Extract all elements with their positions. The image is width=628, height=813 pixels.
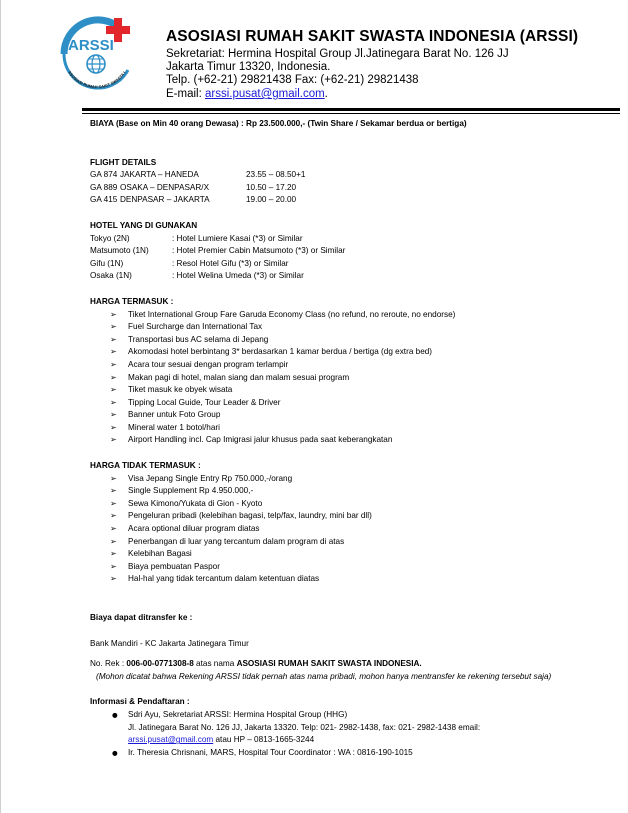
flight-row <box>90 194 570 207</box>
excluded-heading: HARGA TIDAK TERMASUK : <box>90 461 201 471</box>
letterhead <box>0 0 628 108</box>
hotel-name: : Hotel Premier Cabin Matsumoto (*3) or Similar <box>172 246 346 256</box>
flight-row <box>90 169 570 182</box>
account-name: ASOSIASI RUMAH SAKIT SWASTA INDONESIA. <box>236 659 422 669</box>
bank-name: Bank Mandiri - KC Jakarta Jatinegara Timur <box>90 638 249 648</box>
contact1-email-line <box>128 734 570 747</box>
contact-list <box>90 709 570 759</box>
flight-heading: FLIGHT DETAILS <box>90 157 157 167</box>
flight-route: OSAKA – DENPASAR/X <box>120 182 210 192</box>
transfer-heading: Biaya dapat ditransfer ke : <box>90 613 193 622</box>
flight-time: 19.00 – 20.00 <box>246 195 297 205</box>
logo-text: ARSSI <box>68 37 114 54</box>
flight-route: DENPASAR – JAKARTA <box>120 195 210 205</box>
flight-route: JAKARTA – HANEDA <box>120 170 199 180</box>
list-item: ➢ Sewa Kimono/Yukata di Gion - Kyoto <box>110 498 570 511</box>
flight-row <box>90 182 570 195</box>
hotel-heading: HOTEL YANG DI GUNAKAN <box>90 220 198 230</box>
secretariat-address: Sekretariat: Hermina Hospital Group Jl.Jatinegara Barat No. 126 JJ <box>166 48 509 60</box>
hotel-row <box>90 245 570 258</box>
contact1-email-link[interactable]: arssi.pusat@gmail.com <box>128 735 214 745</box>
list-item: ➢ Tiket International Group Fare Garuda Economy Class (no refund, no reroute, no endorse) <box>110 309 570 322</box>
list-item: ➢ Makan pagi di hotel, malan siang dan malam sesuai program <box>110 372 570 385</box>
list-item: ➢ Kelebihan Bagasi <box>110 548 570 561</box>
flight-code: GA 874 <box>90 170 118 180</box>
account-line <box>90 658 570 671</box>
account-number: 006-00-0771308-8 <box>126 659 194 669</box>
logo-caption: ASOSIASI RUMAH SAKIT SWASTA I <box>67 69 127 90</box>
hotel-city: Osaka (1N) <box>90 271 132 281</box>
contact1-hp: atau HP – 0813-1665-3244 <box>213 735 315 745</box>
header-rule-thin <box>82 113 620 114</box>
list-item: ➢ Mineral water 1 botol/hari <box>110 422 570 435</box>
list-item: ➢ Biaya pembuatan Paspor <box>110 561 570 574</box>
list-item: ➢ Visa Jepang Single Entry Rp 750.000,-/orang <box>110 473 570 486</box>
excluded-list <box>90 473 570 586</box>
flight-code: GA 415 <box>90 195 118 205</box>
city-line: Jakarta Timur 13320, Indonesia. <box>166 61 331 73</box>
hotel-table <box>90 233 570 283</box>
list-item: ➢ Airport Handling incl. Cap Imigrasi jalur khusus pada saat keberangkatan <box>110 434 570 447</box>
hotel-row <box>90 258 570 271</box>
list-item: ➢ Tiket masuk ke obyek wisata <box>110 384 570 397</box>
account-prefix: No. Rek : <box>90 659 127 669</box>
hotel-row <box>90 270 570 283</box>
list-item: ➢ Transportasi bus AC selama di Jepang <box>110 334 570 347</box>
hotel-city: Matsumoto (1N) <box>90 246 149 256</box>
flight-table <box>90 169 570 207</box>
hotel-name: : Hotel Lumiere Kasai (*3) or Similar <box>172 233 303 243</box>
email-label: E-mail: <box>166 88 202 100</box>
email-line <box>166 87 328 101</box>
list-item: ➢ Penerbangan di luar yang tercantum dalam program di atas <box>110 536 570 549</box>
org-title: ASOSIASI RUMAH SAKIT SWASTA INDONESIA (ARSSI) <box>166 28 579 45</box>
list-item: ➢ Tipping Local Guide, Tour Leader & Driver <box>110 397 570 410</box>
account-mid: atas nama <box>193 659 237 669</box>
contact-item <box>110 709 570 747</box>
hotel-city: Gifu (1N) <box>90 258 124 268</box>
flight-time: 23.55 – 08.50+1 <box>246 170 306 180</box>
included-heading: HARGA TERMASUK : <box>90 296 174 306</box>
flight-time: 10.50 – 17.20 <box>246 182 297 192</box>
arssi-logo <box>56 14 140 94</box>
hotel-row <box>90 233 570 246</box>
header-email-link[interactable]: arssi.pusat@gmail.com <box>204 88 325 100</box>
list-item: ➢ Fuel Surcharge dan International Tax <box>110 321 570 334</box>
header-rule-thick <box>82 108 620 111</box>
document-body <box>90 118 570 759</box>
list-item: ➢ Single Supplement Rp 4.950.000,- <box>110 485 570 498</box>
transfer-note: (Mohon dicatat bahwa Rekening ARSSI tidak pernah atas nama pribadi, mohon hanya mentransfer ke rekening tersebut saja) <box>96 671 552 681</box>
email-suffix: . <box>324 88 328 100</box>
price-line: BIAYA (Base on Min 40 orang Dewasa) : Rp 23.500.000,- (Twin Share / Sekamar berdua or bertiga) <box>90 119 467 128</box>
contact1-name: ● Sdri Ayu, Sekretariat ARSSI: Hermina Hospital Group (HHG) <box>128 709 348 719</box>
list-item: ➢ Banner untuk Foto Group <box>110 409 570 422</box>
included-list <box>90 309 570 448</box>
hotel-name: : Resol Hotel Gifu (*3) or Similar <box>172 258 289 268</box>
hotel-city: Tokyo (2N) <box>90 233 130 243</box>
hotel-name: : Hotel Welina Umeda (*3) or Similar <box>172 271 304 281</box>
page-edge <box>0 0 1 813</box>
phone-fax: Telp. (+62-21) 29821438 Fax: (+62-21) 29821438 <box>166 74 419 86</box>
list-item: ➢ Hal-hal yang tidak tercantum dalam ketentuan diatas <box>110 573 570 586</box>
list-item: ➢ Acara optional diluar program diatas <box>110 523 570 536</box>
contact1-address: Jl. Jatinegara Barat No. 126 JJ, Jakarta 13320. Telp: 021- 2982-1438, fax: 021- 2982-1438 email: <box>128 722 481 732</box>
list-item: ➢ Pengeluran pribadi (kelebihan bagasi, telp/fax, laundry, mini bar dll) <box>110 510 570 523</box>
list-item: ➢ Akomodasi hotel berbintang 3* berdasarkan 1 kamar berdua / bertiga (dg extra bed) <box>110 346 570 359</box>
info-heading: Informasi & Pendaftaran : <box>90 697 190 707</box>
contact-item: ● Ir. Theresia Chrisnani, MARS, Hospital Tour Coordinator : WA : 0816-190-1015 <box>110 747 570 760</box>
list-item: ➢ Acara tour sesuai dengan program terlampir <box>110 359 570 372</box>
flight-code: GA 889 <box>90 182 118 192</box>
